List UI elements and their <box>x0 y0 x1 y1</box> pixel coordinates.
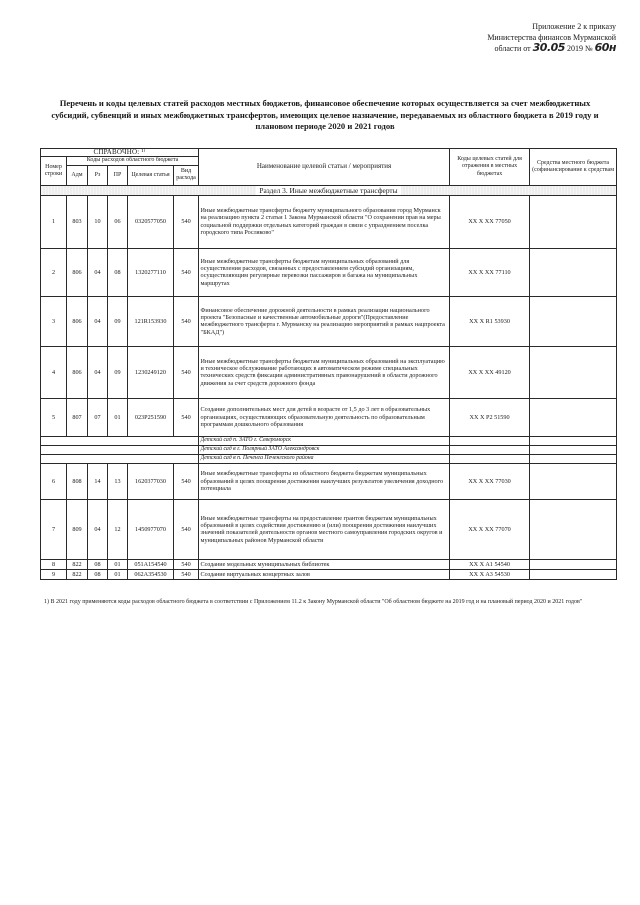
row-pr: 09 <box>108 346 128 398</box>
row-num: 5 <box>41 398 67 436</box>
local-funds-header: Средства местного бюджета (софинансирование к средствам <box>530 149 617 186</box>
row-local-funds <box>530 569 617 579</box>
header-note-line2: Министерства финансов Мурманской <box>487 32 616 42</box>
table-row <box>41 463 617 499</box>
row-adm: 822 <box>67 569 88 579</box>
row-rz: 08 <box>88 559 108 569</box>
row-vr: 540 <box>174 195 199 248</box>
row-code: XX X XX 49120 <box>450 346 530 398</box>
row-pr: 01 <box>108 398 128 436</box>
row-vr: 540 <box>174 346 199 398</box>
row-num: 9 <box>41 569 67 579</box>
adm-header: Адм <box>67 165 88 185</box>
header-note-line1: Приложение 2 к приказу <box>532 22 616 31</box>
row-rz: 14 <box>88 463 108 499</box>
codes-group-header: Коды расходов областного бюджета <box>67 157 199 165</box>
row-name: Иные межбюджетные трансферты бюджету муниципального образования город Мурманск на реализацию пункта 2 статьи 1 Закона Мурманской области "О сохранении прав на меры социальной поддержки отдельных категорий граждан в связи с упразднением поселка городского типа Росляково" <box>199 195 450 248</box>
row-target: 1230249120 <box>128 346 174 398</box>
target-header: Целевая статья <box>128 165 174 185</box>
row-local-funds <box>530 296 617 346</box>
row-pr: 01 <box>108 559 128 569</box>
row-adm: 806 <box>67 296 88 346</box>
table-row <box>41 559 617 569</box>
row-target: 062A354530 <box>128 569 174 579</box>
target-items-table <box>40 148 617 580</box>
pr-header: ПР <box>108 165 128 185</box>
header-note-prefix: области от <box>494 44 531 53</box>
sub-item-row <box>41 445 617 454</box>
table-row <box>41 569 617 579</box>
row-code: XX X P2 51590 <box>450 398 530 436</box>
table-row <box>41 248 617 296</box>
header-note-mid: 2019 № <box>566 44 593 53</box>
row-vr: 540 <box>174 499 199 559</box>
section-title <box>41 185 617 195</box>
row-vr: 540 <box>174 248 199 296</box>
row-adm: 806 <box>67 248 88 296</box>
row-vr: 540 <box>174 463 199 499</box>
row-num: 6 <box>41 463 67 499</box>
row-num: 7 <box>41 499 67 559</box>
row-adm: 808 <box>67 463 88 499</box>
row-vr: 540 <box>174 398 199 436</box>
row-num: 8 <box>41 559 67 569</box>
document-title: Перечень и коды целевых статей расходов местных бюджетов, финансовое обеспечение которых осуществляется за счет межбюджетных субсидий, субвенций и иных межбюджетных трансфертов, имеющих целевое назначение, передаваемых из областного бюджета в 2019 году и плановом периоде 2020 и 2021 годов <box>51 98 599 131</box>
row-rz: 04 <box>88 499 108 559</box>
row-name: Финансовое обеспечение дорожной деятельности в рамках реализации национального проекта "Безопасные и качественные автомобильные дороги"(Предоставление межбюджетного трансферта г. Мурманску на реализацию мероприятий в рамках нацпроекта "БКАД") <box>199 296 450 346</box>
row-target: 1620377030 <box>128 463 174 499</box>
header-note-line3 <box>416 43 616 55</box>
row-name: Создание дополнительных мест для детей в возрасте от 1,5 до 3 лет в образовательных организациях, осуществляющих образовательную деятельность по образовательным программам дошкольного образования <box>199 398 450 436</box>
row-local-funds <box>530 499 617 559</box>
header-note <box>416 22 616 55</box>
row-rz: 04 <box>88 346 108 398</box>
row-pr: 12 <box>108 499 128 559</box>
row-target: 0320577050 <box>128 195 174 248</box>
row-local-funds <box>530 398 617 436</box>
footnote: 1) В 2021 году применяются коды расходов областного бюджета в соответствии с Приложением 11.2 к Закону Мурманской области "Об областном бюджете на 2019 год и на плановый период 2020 и 2021 годов" <box>44 599 583 605</box>
row-num: 3 <box>41 296 67 346</box>
table-row <box>41 499 617 559</box>
row-target: 121R153930 <box>128 296 174 346</box>
row-adm: 807 <box>67 398 88 436</box>
handwritten-number: 60н <box>594 41 616 54</box>
row-local-funds <box>530 248 617 296</box>
spravochno-header: СПРАВОЧНО: ¹⁾ <box>41 149 199 157</box>
row-name: Иные межбюджетные трансферты бюджетам муниципальных образований для осуществления расходов, связанных с предоставлением субсидий организациям, осуществляющим регулярные перевозки пассажиров и багажа на муниципальных маршрутах <box>199 248 450 296</box>
row-name: Иные межбюджетные трансферты на предоставление грантов бюджетам муниципальных образований в целях содействия достижению и (или) поощрения достижения наилучших значений показателей деятельности органов местного самоуправления городских округов и муниципальных районов Мурманской области <box>199 499 450 559</box>
row-num: 4 <box>41 346 67 398</box>
table-row <box>41 346 617 398</box>
row-pr: 06 <box>108 195 128 248</box>
row-rz: 07 <box>88 398 108 436</box>
row-code: XX X XX 77070 <box>450 499 530 559</box>
row-target: 1320277110 <box>128 248 174 296</box>
row-vr: 540 <box>174 569 199 579</box>
row-rz: 04 <box>88 248 108 296</box>
row-code: XX X R1 53930 <box>450 296 530 346</box>
row-adm: 803 <box>67 195 88 248</box>
row-rz: 04 <box>88 296 108 346</box>
row-number-header: Номер строки <box>41 157 67 185</box>
row-rz: 08 <box>88 569 108 579</box>
row-target: 1450977070 <box>128 499 174 559</box>
sub-item-name: Детский сад в г. Полярный ЗАТО Александровск <box>199 445 450 454</box>
row-vr: 540 <box>174 296 199 346</box>
row-adm: 809 <box>67 499 88 559</box>
row-code: XX X A3 54530 <box>450 569 530 579</box>
row-local-funds <box>530 346 617 398</box>
row-num: 1 <box>41 195 67 248</box>
table-row <box>41 195 617 248</box>
row-adm: 806 <box>67 346 88 398</box>
sub-item-row <box>41 436 617 445</box>
row-num: 2 <box>41 248 67 296</box>
row-pr: 13 <box>108 463 128 499</box>
row-name: Иные межбюджетные трансферты бюджетам муниципальных образований на эксплуатацию и техническое обслуживание работающих в автоматическом режиме специальных технических средств фиксации административных правонарушений в области дорожного движения за счет средств дорожного фонда <box>199 346 450 398</box>
row-local-funds <box>530 195 617 248</box>
section-title-text: Раздел 3. Иные межбюджетные трансферты <box>256 186 400 195</box>
row-target: 023P251590 <box>128 398 174 436</box>
row-rz: 10 <box>88 195 108 248</box>
sub-item-row <box>41 454 617 463</box>
row-pr: 01 <box>108 569 128 579</box>
local-codes-header: Коды целевых статей для отражения в местных бюджетах <box>450 149 530 186</box>
table-row <box>41 398 617 436</box>
row-code: XX X XX 77110 <box>450 248 530 296</box>
name-header: Наименование целевой статьи / мероприятия <box>199 149 450 186</box>
row-local-funds <box>530 559 617 569</box>
rz-header: Рз <box>88 165 108 185</box>
row-pr: 08 <box>108 248 128 296</box>
row-name: Иные межбюджетные трансферты из областного бюджета бюджетам муниципальных образований в целях поощрения достижения наилучших результатов увеличения доходного потенциала <box>199 463 450 499</box>
row-local-funds <box>530 463 617 499</box>
handwritten-date: 30.05 <box>532 41 565 54</box>
row-code: XX X A1 54540 <box>450 559 530 569</box>
sub-item-name: Детский сад в п. Печенга Печенгского района <box>199 454 450 463</box>
row-name: Создание виртуальных концертных залов <box>199 569 450 579</box>
row-target: 051A154540 <box>128 559 174 569</box>
row-code: XX X XX 77030 <box>450 463 530 499</box>
row-vr: 540 <box>174 559 199 569</box>
row-adm: 822 <box>67 559 88 569</box>
expense-type-header: Вид расхода <box>174 165 199 185</box>
sub-item-name: Детский сад п. ЗАТО г. Североморск <box>199 436 450 445</box>
row-name: Создание модельных муниципальных библиотек <box>199 559 450 569</box>
row-code: XX X XX 77050 <box>450 195 530 248</box>
row-pr: 09 <box>108 296 128 346</box>
table-row <box>41 296 617 346</box>
